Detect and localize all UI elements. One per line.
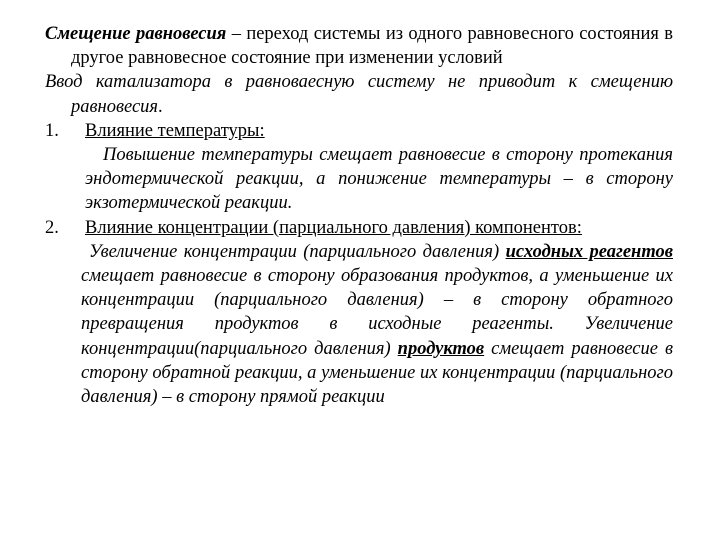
- temperature-description: Повышение температуры смещает равновесие в сторону протекания эндотермической реакции, а понижение температуры – в сторону экзотермической реакции.: [85, 145, 673, 214]
- concentration-text-part2: смещает равновесие в сторону образования продуктов, а уменьшение их концентрации (парциального давления) – в сторону обратного превращения продуктов в исходные реагенты. Увеличение концентрации(парциального давления): [81, 266, 673, 359]
- definition-term: Смещение равновесия: [45, 24, 227, 44]
- catalyst-note: [45, 70, 673, 118]
- list-number: 1.: [45, 120, 59, 141]
- concentration-text-part3: смещает равновесие в сторону обратной реакции, а уменьшение их концентрации (парциального давления) – в сторону прямой реакции: [81, 338, 673, 408]
- definition-paragraph: [45, 22, 673, 70]
- definition-text: – переход системы из одного равновесного состояния в другое равновесное состояние при изменении условий: [71, 24, 673, 69]
- concentration-description: [81, 240, 673, 409]
- emphasis-products: продуктов: [397, 338, 485, 359]
- list-heading-temperature: Влияние температуры:: [85, 120, 265, 141]
- slide-content: [45, 22, 673, 409]
- catalyst-note-text: Ввод катализатора в равноваесную систему не приводит к смещению равновесия: [45, 72, 673, 117]
- list-heading-concentration: Влияние концентрации (парциального давления) компонентов:: [85, 217, 582, 238]
- list-item-temperature: [45, 119, 673, 143]
- catalyst-note-end: .: [158, 96, 163, 117]
- list-number: 2.: [45, 217, 59, 238]
- emphasis-initial-reagents: исходных реагентов: [505, 241, 673, 262]
- concentration-text-part1: Увеличение концентрации (парциального давления): [89, 241, 506, 262]
- list-item-concentration: [45, 216, 673, 240]
